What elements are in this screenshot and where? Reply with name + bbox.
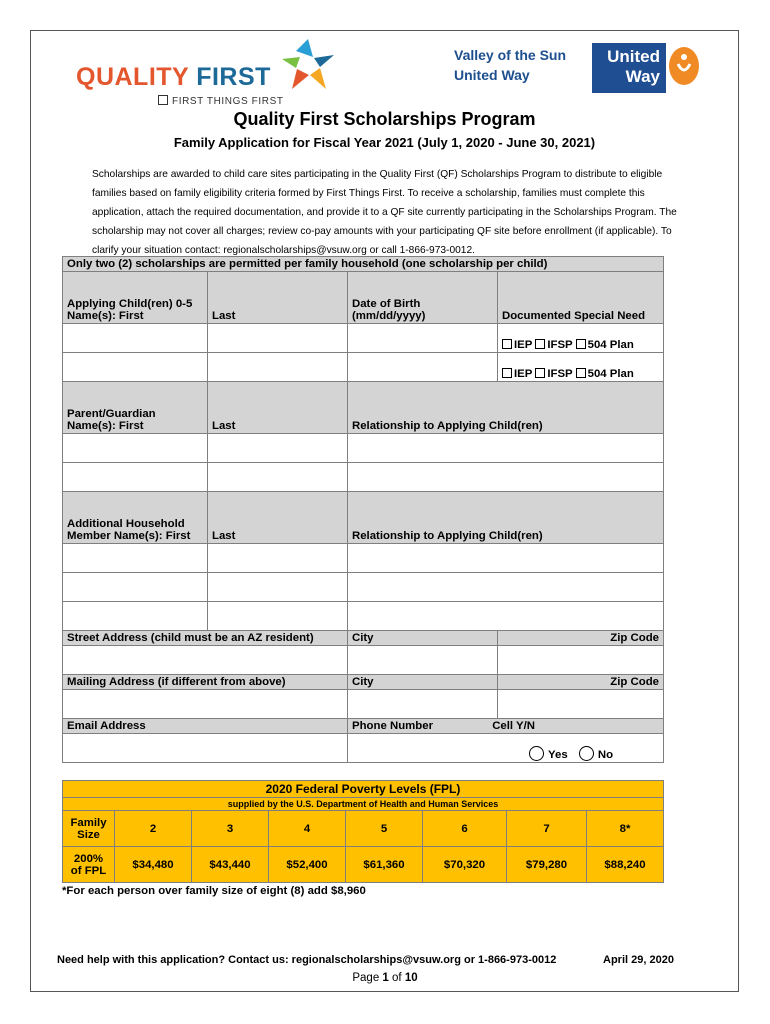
child1-last-field[interactable] <box>208 324 348 353</box>
street-zip-header: Zip Code <box>610 632 660 644</box>
household2-relationship-field[interactable] <box>348 573 664 602</box>
united-way-box-line2: Way <box>625 67 660 86</box>
child1-iep-checkbox[interactable] <box>502 339 512 349</box>
child1-dob-field[interactable] <box>348 324 498 353</box>
fpl-amount-5: $61,360 <box>346 847 423 883</box>
parent1-relationship-field[interactable] <box>348 434 664 463</box>
page-title: Quality First Scholarships Program <box>233 109 536 129</box>
family-size-7: 7 <box>507 811 587 847</box>
mailing-city-field[interactable] <box>348 690 498 719</box>
scholarship-limit-note: Only two (2) scholarships are permitted per family household (one scholarship per child) <box>63 257 664 272</box>
household1-last-field[interactable] <box>208 544 348 573</box>
household1-relationship-field[interactable] <box>348 544 664 573</box>
mailing-city-header: City <box>348 675 498 690</box>
household3-relationship-field[interactable] <box>348 602 664 631</box>
fpl-title: 2020 Federal Poverty Levels (FPL) <box>63 781 664 798</box>
mailing-address-field[interactable] <box>63 690 348 719</box>
fpl-note: *For each person over family size of eight (8) add $8,960 <box>62 885 366 897</box>
first-things-first-tagline: FIRST THINGS FIRST <box>158 95 284 107</box>
child1-first-field[interactable] <box>63 324 208 353</box>
fpl-table <box>62 780 664 883</box>
parent-first-header: Parent/Guardian Name(s): First <box>63 382 208 434</box>
parent-last-header: Last <box>208 382 348 434</box>
child2-dob-field[interactable] <box>348 353 498 382</box>
ftf-grid-icon <box>158 95 168 105</box>
application-form <box>62 256 664 763</box>
fpl-source: supplied by the U.S. Department of Health and Human Services <box>63 798 664 811</box>
star-logo-icon <box>280 37 336 93</box>
household-last-header: Last <box>208 492 348 544</box>
parent-relationship-header: Relationship to Applying Child(ren) <box>348 382 664 434</box>
family-size-8: 8* <box>587 811 664 847</box>
household3-first-field[interactable] <box>63 602 208 631</box>
street-city-field[interactable] <box>348 646 498 675</box>
child-first-header: Applying Child(ren) 0-5 Name(s): First <box>63 272 208 324</box>
mailing-zip-field[interactable] <box>498 690 664 719</box>
cell-yes-radio[interactable] <box>529 746 544 761</box>
child-dob-header: Date of Birth (mm/dd/yyyy) <box>348 272 498 324</box>
logo-word-quality: QUALITY <box>76 63 189 91</box>
child2-need-options: IEP IFSP 504 Plan <box>498 353 664 382</box>
child-need-header: Documented Special Need <box>498 272 664 324</box>
cell-no-radio[interactable] <box>579 746 594 761</box>
child2-first-field[interactable] <box>63 353 208 382</box>
street-address-field[interactable] <box>63 646 348 675</box>
household2-last-field[interactable] <box>208 573 348 602</box>
mailing-zip-header: Zip Code <box>610 676 660 688</box>
child1-need-options: IEP IFSP 504 Plan <box>498 324 664 353</box>
family-size-2: 2 <box>115 811 192 847</box>
intro-paragraph: Scholarships are awarded to child care sites participating in the Quality First (QF) Scholarships Program to distribute to eligible families based on family eligibility criteria formed by First Things First. To receive a scholarship, families must complete this application, attach the required documentation, and provide it to a QF site currently participating in the Scholarships Program. The scholarship may not cover all charges; review co-pay amounts with your participating QF site before enrollment (if applicable). To clarify your situation contact: regionalscholarships@vsuw.org or call 1-866-973-0012. <box>92 169 677 256</box>
fpl-amount-3: $43,440 <box>192 847 269 883</box>
parent2-first-field[interactable] <box>63 463 208 492</box>
fpl-200-label: 200% of FPL <box>63 847 115 883</box>
household2-first-field[interactable] <box>63 573 208 602</box>
fpl-amount-6: $70,320 <box>423 847 507 883</box>
mailing-address-header: Mailing Address (if different from above) <box>63 675 348 690</box>
child-last-header: Last <box>208 272 348 324</box>
family-size-6: 6 <box>423 811 507 847</box>
household-relationship-header: Relationship to Applying Child(ren) <box>348 492 664 544</box>
household3-last-field[interactable] <box>208 602 348 631</box>
hand-person-icon <box>668 46 700 86</box>
email-header: Email Address <box>63 719 348 734</box>
parent2-relationship-field[interactable] <box>348 463 664 492</box>
household1-first-field[interactable] <box>63 544 208 573</box>
street-zip-field[interactable] <box>498 646 664 675</box>
fpl-amount-2: $34,480 <box>115 847 192 883</box>
child2-ifsp-checkbox[interactable] <box>535 368 545 378</box>
child2-504-checkbox[interactable] <box>576 368 586 378</box>
page-subtitle: Family Application for Fiscal Year 2021 (July 1, 2020 - June 30, 2021) <box>173 135 596 150</box>
phone-header: Phone Number <box>352 720 434 732</box>
family-size-label: Family Size <box>63 811 115 847</box>
help-footer: Need help with this application? Contact us: regionalscholarships@vsuw.org or 1-866-973-0012 <box>57 954 557 966</box>
united-way-line2: United Way <box>454 67 530 83</box>
email-field[interactable] <box>63 734 348 763</box>
parent2-last-field[interactable] <box>208 463 348 492</box>
fpl-amount-4: $52,400 <box>269 847 346 883</box>
family-size-4: 4 <box>269 811 346 847</box>
united-way-line1: Valley of the Sun <box>454 47 567 63</box>
united-way-logo <box>454 43 694 95</box>
child2-last-field[interactable] <box>208 353 348 382</box>
parent1-last-field[interactable] <box>208 434 348 463</box>
page-number: Page 1 of 10 <box>352 972 418 984</box>
child1-504-checkbox[interactable] <box>576 339 586 349</box>
quality-first-logo <box>76 37 356 109</box>
united-way-box-line1: United <box>607 47 660 66</box>
parent1-first-field[interactable] <box>63 434 208 463</box>
family-size-3: 3 <box>192 811 269 847</box>
street-address-header: Street Address (child must be an AZ resident) <box>63 631 348 646</box>
child1-ifsp-checkbox[interactable] <box>535 339 545 349</box>
fpl-amount-8: $88,240 <box>587 847 664 883</box>
fpl-amount-7: $79,280 <box>507 847 587 883</box>
household-first-header: Additional Household Member Name(s): First <box>63 492 208 544</box>
cell-header: Cell Y/N <box>492 720 536 732</box>
family-size-5: 5 <box>346 811 423 847</box>
logo-word-first: FIRST <box>196 63 271 91</box>
street-city-header: City <box>348 631 498 646</box>
phone-field[interactable]: Yes No <box>348 734 664 763</box>
document-date: April 29, 2020 <box>603 954 674 966</box>
child2-iep-checkbox[interactable] <box>502 368 512 378</box>
